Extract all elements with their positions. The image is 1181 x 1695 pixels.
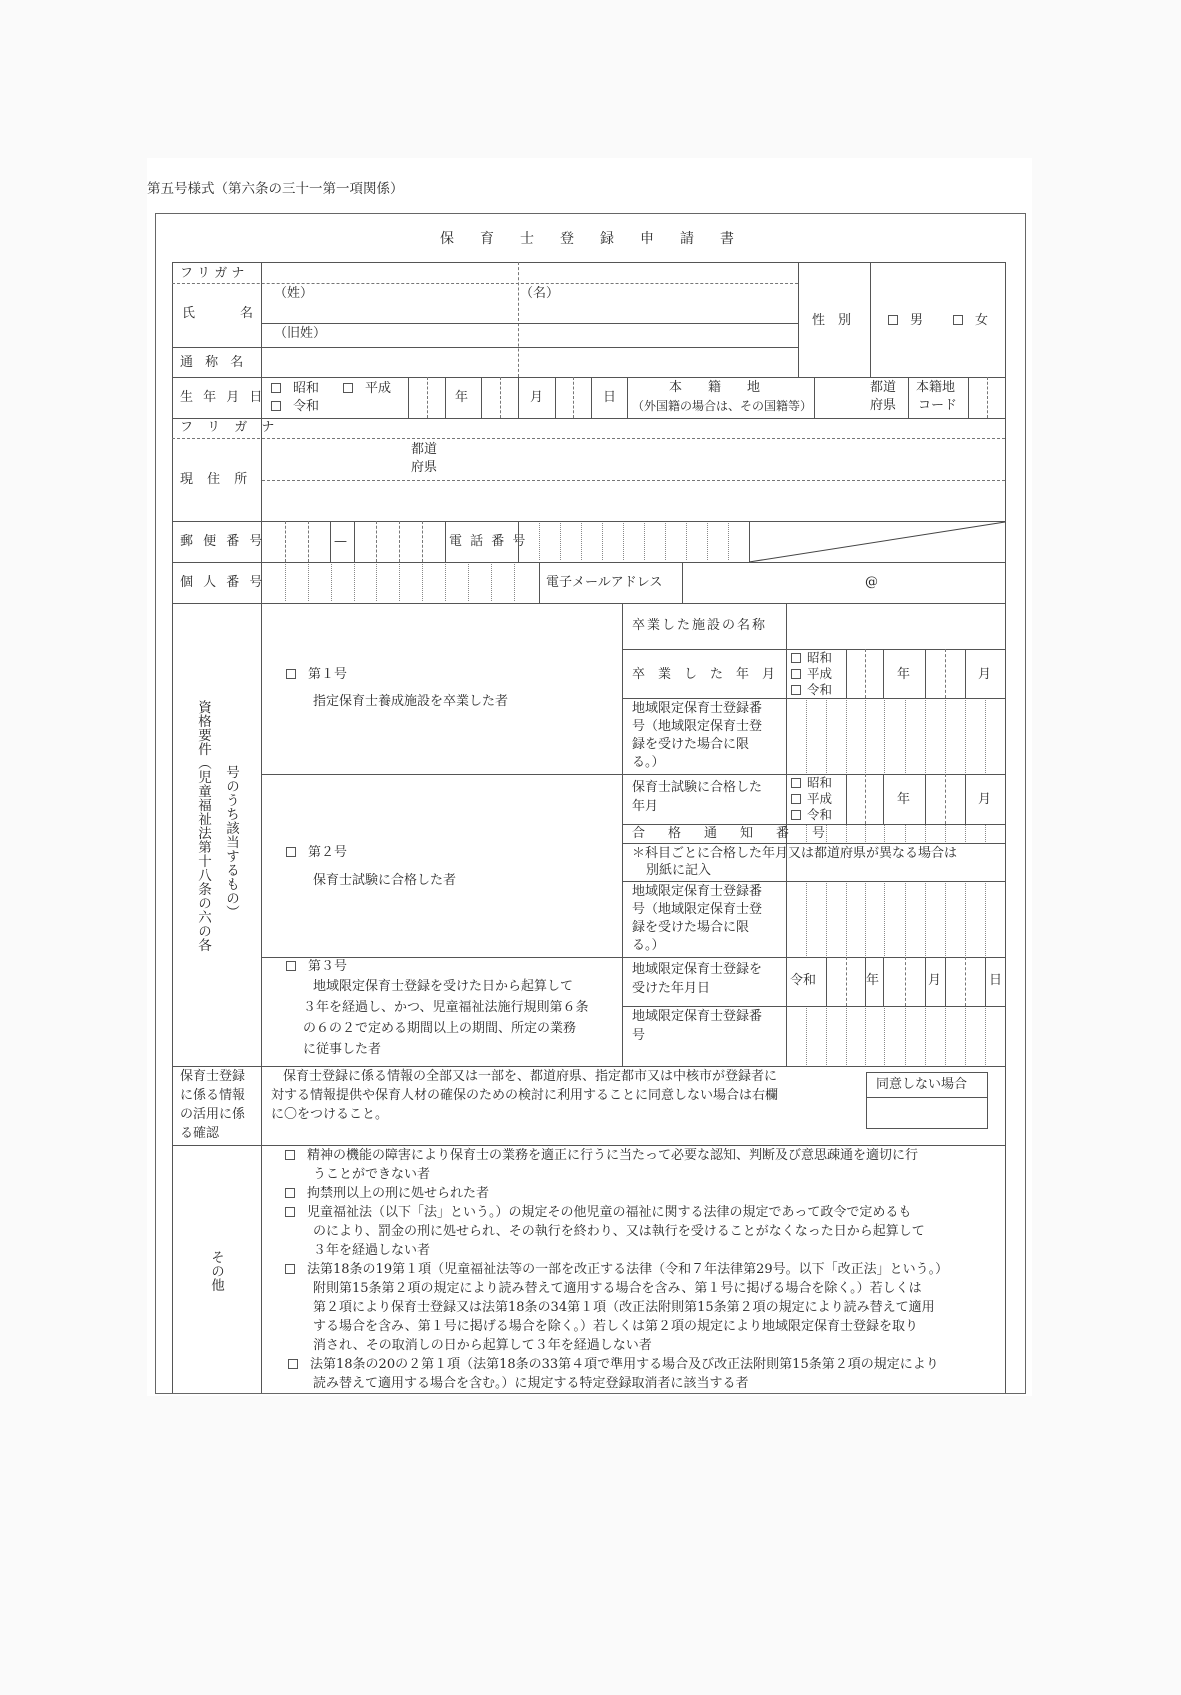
alias-label: 通 称 名 [180,355,248,370]
domicile-prefecture-input[interactable] [815,378,870,418]
digit-divider [806,1008,807,1065]
item3-regional-number-input[interactable] [787,1007,1005,1066]
consent-refusal-mark-field[interactable] [867,1098,987,1128]
email-at-symbol: @ [865,575,878,590]
digit-divider [865,883,866,956]
digit-divider [925,1008,926,1065]
digit-divider [846,700,847,773]
digit-divider [985,700,986,773]
era-showa-option[interactable]: 昭和 [271,381,319,397]
item3-option[interactable]: 第３号 [286,959,347,975]
month-label: 月 [978,792,992,807]
reg-date-label-2: 受けた年月日 [632,981,711,996]
item2-option[interactable]: 第２号 [286,845,347,861]
grad-era-showa[interactable]: 昭和 [791,650,832,666]
pass-date-label-2: 年月 [632,799,659,814]
digit-divider [945,1008,946,1065]
item3-desc-line-4: に従事した者 [303,1042,382,1057]
domicile-code-label-1: 本籍地 [916,380,956,395]
checkbox[interactable] [888,315,898,325]
cell-divider [908,377,909,418]
row-divider [172,1066,1005,1067]
address-furigana-label: フ リ ガ ナ [180,420,280,435]
checkbox[interactable] [286,961,296,971]
digit-divider [865,1008,866,1065]
item1-description: 指定保育士養成施設を卒業した者 [313,694,509,709]
digit-divider [846,825,847,842]
digit-divider [826,700,827,773]
cell-divider [627,377,628,418]
pass-note-line-2: 別紙に記入 [646,863,712,878]
checkbox[interactable] [791,810,801,820]
email-label: 電子メールアドレス [546,575,663,590]
digit-divider [846,883,847,956]
pass-date-label-1: 保育士試験に合格した [632,780,763,795]
digit-divider [884,1008,885,1065]
given-name-label: （名） [520,286,560,301]
domicile-note: （外国籍の場合は、その国籍等） [632,399,813,413]
school-name-input[interactable] [787,604,1005,649]
form-title: 保 育 士 登 録 申 請 書 [440,231,740,247]
checkbox[interactable] [285,1188,295,1198]
year-label: 年 [897,792,911,807]
other-item-4[interactable]: 法第18条の19第１項（児童福祉法等の一部を改正する法律（令和７年法律第29号。以下「改正法」という。） [285,1262,948,1278]
digit-divider [925,883,926,956]
other-item-4-cont-3: する場合を含み、第１号に掲げる場合を除く。）若しくは第２項の規定により地域限定保育士登録を取り [313,1319,919,1334]
checkbox[interactable] [791,778,801,788]
item2-regional-number-label-1: 地域限定保育士登録番 [632,884,763,899]
other-item-5-cont: 読み替えて適用する場合を含む。）に規定する特定登録取消者に該当する者 [313,1376,749,1391]
grad-date-label: 卒 業 し た 年 月 [632,667,776,682]
postal-code-input[interactable] [262,522,444,562]
digit-divider [985,825,986,842]
digit-divider [826,1008,827,1065]
gender-female-option[interactable]: 女 [953,313,988,329]
domicile-code-label-2: コード [918,398,958,413]
other-item-3-cont-2: ３年を経過しない者 [313,1243,431,1258]
digit-divider [905,825,906,842]
checkbox[interactable] [286,669,296,679]
consent-text-2: 対する情報提供や保育人材の確保のための検討に利用することに同意しない場合は右欄 [271,1088,779,1103]
consent-refusal-label: 同意しない場合 [876,1077,968,1092]
other-item-3[interactable]: 児童福祉法（以下「法」という。）の規定その他児童の福祉に関する法律の規定であって政令で定めるも [285,1205,911,1221]
checkbox[interactable] [285,1207,295,1217]
gender-divider-left [798,262,799,377]
item3-regional-number-label-1: 地域限定保育士登録番 [632,1009,763,1024]
form-number: 第五号様式（第六条の三十一第一項関係） [147,181,404,197]
item1-regional-number-label-4: る。） [632,755,665,770]
digit-divider [945,700,946,773]
former-surname-input[interactable] [262,324,798,346]
digit-divider [925,700,926,773]
checkbox[interactable] [286,847,296,857]
qualification-section-label: 資格要件（児童福祉法第十八条の六の各 [195,700,211,952]
row-divider [172,1145,1005,1146]
month-label: 月 [978,667,992,682]
digit-divider [826,825,827,842]
digit-divider [925,825,926,842]
domicile-code-input[interactable] [969,378,1005,418]
reg-era-reiwa: 令和 [790,973,817,988]
other-item-4-cont-4: 消され、その取消しの日から起算して３年を経過しない者 [313,1338,652,1353]
digit-divider [884,700,885,773]
birthdate-input[interactable] [409,378,627,418]
pass-era-reiwa[interactable]: 令和 [791,807,832,823]
reg-date-input[interactable] [827,958,1005,1006]
item3-regional-number-label-2: 号 [632,1028,646,1043]
year-label: 年 [455,390,469,405]
year-label: 年 [866,973,880,988]
month-label: 月 [530,390,544,405]
digit-divider [945,825,946,842]
domicile-prefecture-label-2: 府県 [870,398,897,413]
digit-divider [905,700,906,773]
year-label: 年 [897,667,911,682]
other-item-2[interactable]: 拘禁刑以上の刑に処せられた者 [285,1186,489,1202]
name-label-1: 氏 [182,306,196,321]
surname-input[interactable] [262,284,518,323]
address-furigana-input[interactable] [262,419,1005,438]
checkbox[interactable] [285,1150,295,1160]
consent-label-4: る確認 [180,1126,220,1141]
digit-divider [965,1008,966,1065]
domicile-label: 本 籍 地 [669,380,761,395]
item1-option[interactable]: 第１号 [286,667,347,683]
surname-label: （姓） [274,286,314,301]
address-input[interactable] [262,439,1005,520]
grad-era-heisei[interactable]: 平成 [791,666,832,682]
row-divider [622,843,1005,844]
day-label: 日 [989,973,1003,988]
given-name-input[interactable] [519,284,798,323]
name-label-2: 名 [240,306,254,321]
table-bottom-border [155,1393,1026,1394]
item2-regional-number-input[interactable] [787,882,1005,957]
checkbox[interactable] [791,685,801,695]
digit-divider [965,825,966,842]
month-label: 月 [928,973,942,988]
consent-label-2: に係る情報 [180,1088,246,1103]
digit-divider [884,883,885,956]
day-label: 日 [603,390,617,405]
item1-regional-number-label-1: 地域限定保育士登録番 [632,701,763,716]
other-item-4-cont-2: 第２項により保育士登録又は法第18条の34第１項（改正法附則第15条第２項の規定により読み替えて適用 [313,1300,935,1315]
digit-divider [985,1008,986,1065]
digit-divider [965,700,966,773]
other-item-4-cont-1: 附則第15条第２項の規定により読み替えて適用する場合を含み、第１号に掲げる場合を除く。）若しくは [313,1281,922,1296]
checkbox[interactable] [953,315,963,325]
era-reiwa-option[interactable]: 令和 [271,399,319,415]
checkbox[interactable] [271,383,281,393]
digit-divider [965,883,966,956]
phone-label: 電 話 番 号 [449,534,528,549]
cell-divider [445,521,446,562]
item3-desc-line-2: ３年を経過し、かつ、児童福祉法施行規則第６条 [303,1000,589,1015]
digit-divider [846,1008,847,1065]
item1-regional-number-input[interactable] [787,699,1005,774]
digit-divider [806,883,807,956]
pass-era-heisei[interactable]: 平成 [791,791,832,807]
other-item-5[interactable]: 法第18条の20の２第１項（法第18条の33第４項で準用する場合及び改正法附則第15条第２項の規定により [288,1357,939,1373]
digit-divider [945,883,946,956]
birthdate-label: 生 年 月 日 [180,390,266,405]
gender-label: 性 別 [812,313,852,328]
gender-male-option[interactable]: 男 [888,313,923,329]
other-item-1-cont: うことができない者 [313,1167,431,1182]
table-top-border [172,262,1005,263]
checkbox[interactable] [288,1359,298,1369]
table-left-border [172,262,173,1394]
postal-dash: — [334,534,347,549]
reg-date-label-1: 地域限定保育士登録を [632,962,763,977]
address-prefecture-label-2: 府県 [411,460,438,475]
my-number-label: 個 人 番 号 [180,575,266,590]
digit-divider [806,825,807,842]
phone-input[interactable] [519,522,748,562]
pass-date-input[interactable] [847,775,1005,824]
digit-divider [865,700,866,773]
item2-regional-number-label-4: る。） [632,938,665,953]
furigana-label: フ リ ガ ナ [180,266,245,281]
consent-text-1: 保育士登録に係る情報の全部又は一部を、都道府県、指定都市又は中核市が登録者に [283,1069,778,1084]
my-number-input[interactable] [262,563,539,603]
checkbox[interactable] [791,669,801,679]
checkbox[interactable] [791,794,801,804]
gender-divider-right [870,262,871,377]
checkbox[interactable] [285,1264,295,1274]
item1-regional-number-label-3: 録を受けた場合に限 [632,737,750,752]
digit-divider [905,883,906,956]
table-right-border [1005,262,1006,1394]
checkbox[interactable] [791,653,801,663]
alias-input[interactable] [262,348,798,377]
qualification-column-divider [622,603,623,1066]
other-item-1[interactable]: 精神の機能の障害により保育士の業務を適正に行うに当たって必要な認知、判断及び意思疎通を適切に行 [285,1148,918,1164]
email-input[interactable] [683,563,1005,603]
pass-note-line-1: ＊科目ごとに合格した年月又は都道府県が異なる場合は [632,846,958,861]
pass-number-label: 合 格 通 知 番 号 [632,826,831,841]
cell-divider [539,562,540,603]
era-heisei-option[interactable]: 平成 [343,381,391,397]
checkbox[interactable] [271,401,281,411]
pass-era-showa[interactable]: 昭和 [791,775,832,791]
consent-label-1: 保育士登録 [180,1069,246,1084]
item3-desc-line-1: 地域限定保育士登録を受けた日から起算して [313,979,574,994]
item2-description: 保育士試験に合格した者 [313,873,457,888]
digit-divider [806,700,807,773]
item3-desc-line-3: の６の２で定める期間以上の期間、所定の業務 [303,1021,577,1036]
address-label: 現 住 所 [180,472,253,487]
digit-divider [884,825,885,842]
former-surname-label: （旧姓） [274,326,327,341]
postal-code-label: 郵 便 番 号 [180,534,266,549]
checkbox[interactable] [343,383,353,393]
diagonal-strike [749,521,1006,563]
digit-divider [905,1008,906,1065]
digit-divider [865,825,866,842]
other-label: その他 [208,1250,224,1292]
domicile-prefecture-label-1: 都道 [870,380,897,395]
grad-era-reiwa[interactable]: 令和 [791,682,832,698]
item2-regional-number-label-2: 号（地域限定保育士登 [632,902,763,917]
grad-date-input[interactable] [847,650,1005,698]
consent-text-3: に〇をつけること。 [271,1107,389,1122]
pass-number-input[interactable] [787,825,1005,843]
address-prefecture-label-1: 都道 [411,442,438,457]
digit-divider [985,883,986,956]
school-name-label: 卒業した施設の名称 [632,618,768,633]
item1-regional-number-label-2: 号（地域限定保育士登 [632,719,763,734]
other-item-3-cont-1: のにより、罰金の刑に処せられ、その執行を終わり、又は執行を受けることがなくなった日から起算して [313,1224,925,1239]
digit-divider [826,883,827,956]
consent-label-3: の活用に係 [180,1107,246,1122]
item2-regional-number-label-3: 録を受けた場合に限 [632,920,750,935]
qualification-section-sublabel: 号のうち該当するもの） [223,765,239,919]
